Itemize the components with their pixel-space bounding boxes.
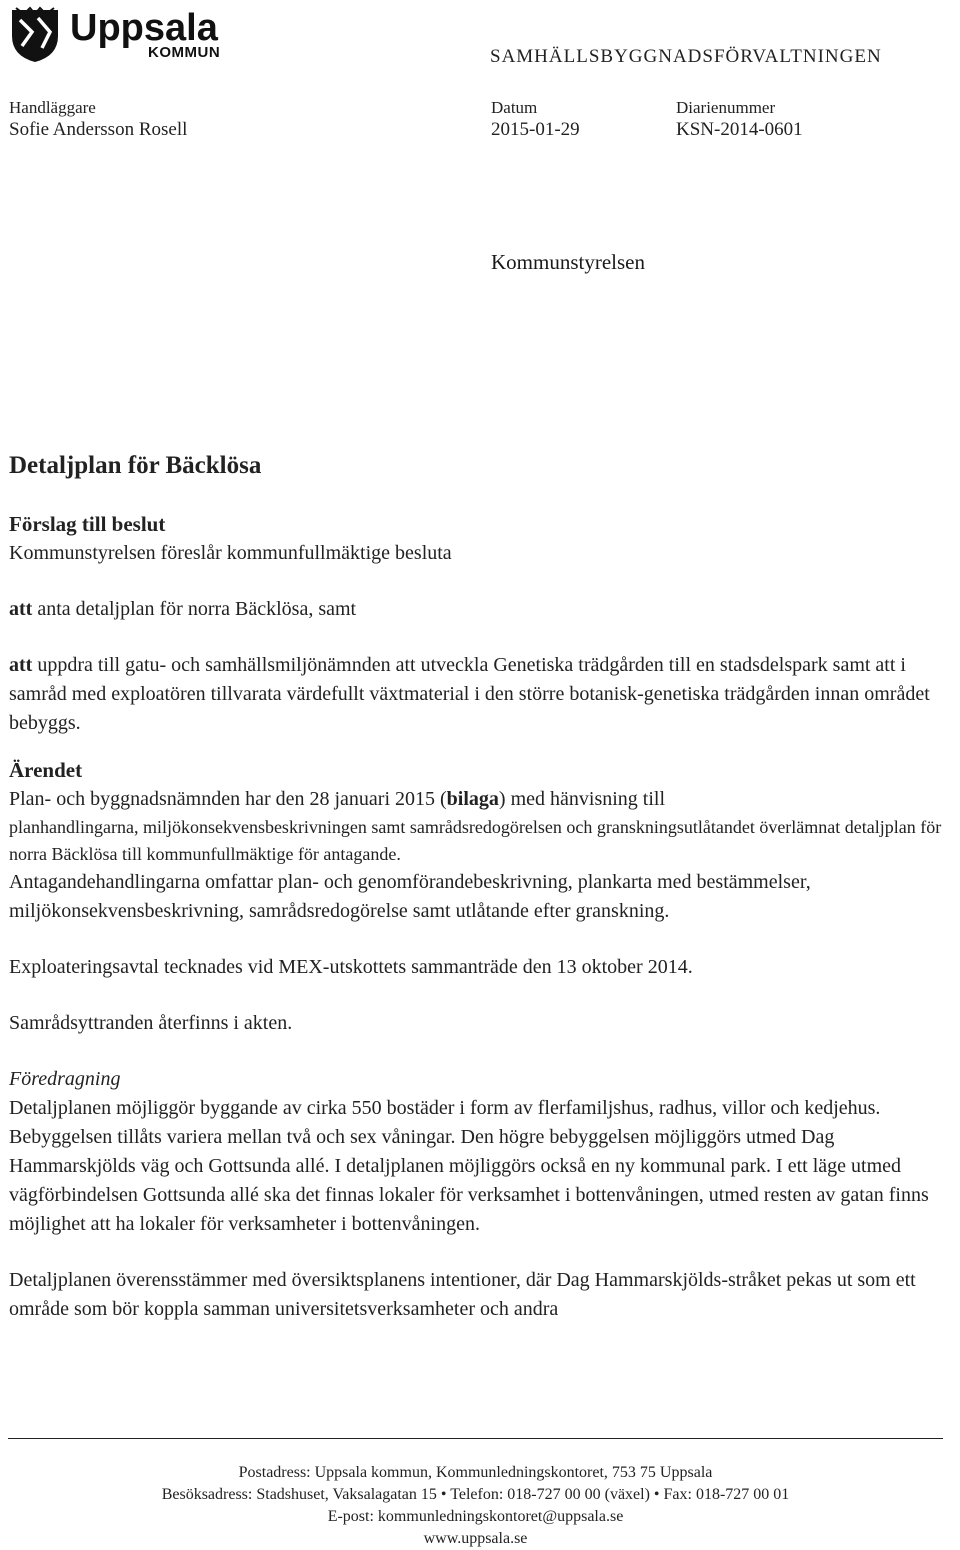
foredragning-paragraph-2: Detaljplanen överensstämmer med översiktsplanens intentioner, där Dag Hammarskjölds-stråket pekas ut som ett område som bör koppla samman universitetsverksamheter och andra [9,1269,916,1320]
bilaga-reference: bilaga [446,788,499,810]
foredragning-paragraph-1: Detaljplanen möjliggör byggande av cirka 550 bostäder i form av flerfamiljshus, radhus, villor och kedjehus. Bebyggelsen tillåts variera mellan två och sex våningar. Den högre bebyggelsen möjliggörs utmed Dag Hammarskjölds väg och Gottsunda allé. I detaljplanen möjliggörs också en ny kommunal park. I ett läge utmed vägförbindelsen Gottsunda allé ska det finnas lokaler för verksamhet i bottenvåningen, utmed resten av gatan finns möjlighet att ha lokaler för verksamheter i bottenvåningen. [9,1097,929,1235]
arendet-paragraph-1: Plan- och byggnadsnämnden har den 28 januari 2015 (bilaga) med hänvisning till [9,788,666,810]
coat-of-arms-icon [8,6,62,64]
recipient: Kommunstyrelsen [491,250,645,274]
att-clause-2: att uppdra till gatu- och samhällsmiljönämnden att utveckla Genetiska trädgården till en stadsdelspark samt att i samråd med exploatören tillvarata värdefullt växtmaterial i den större botanisk-genetiska trädgården innan området bebyggs. [9,654,930,734]
document-title: Detaljplan för Bäcklösa [9,452,262,479]
footer-website[interactable]: www.uppsala.se [423,1530,528,1547]
department-name: SAMHÄLLSBYGGNADSFÖRVALTNINGEN [490,46,882,67]
document-body [9,510,944,1324]
arendet-heading: Ärendet [9,758,83,782]
att-keyword: att [9,598,33,620]
foredragning-heading: Föredragning [9,1068,121,1090]
footer-visit-address: Besöksadress: Stadshuset, Vaksalagatan 15 • Telefon: 018-727 00 00 (växel) • Fax: 018-727 00 01 [161,1486,790,1503]
arendet-paragraph-1-cont: planhandlingarna, miljökonsekvensbeskrivningen samt samrådsredogörelsen och granskningsutlåtandet överlämnat detaljplan för norra Bäcklösa till kommunfullmäktige för antagande. [9,817,942,864]
arendet-paragraph-2: Antagandehandlingarna omfattar plan- och genomförandebeskrivning, plankarta med bestämmelser, miljökonsekvensbeskrivning, samrådsredogörelse samt utlåtande efter granskning. [9,871,811,922]
diarienummer-label: Diarienummer [676,98,776,117]
handlaggare-label: Handläggare [9,98,96,117]
forslag-heading: Förslag till beslut [9,512,166,536]
arendet-paragraph-4: Samrådsyttranden återfinns i akten. [9,1012,293,1034]
uppsala-kommun-logo [8,6,236,64]
forslag-intro: Kommunstyrelsen föreslår kommunfullmäktige besluta [9,542,452,564]
arendet-paragraph-3: Exploateringsavtal tecknades vid MEX-utskottets sammanträde den 13 oktober 2014. [9,956,693,978]
handlaggare-value: Sofie Andersson Rosell [9,119,188,140]
footer-postal-address: Postadress: Uppsala kommun, Kommunledningskontoret, 753 75 Uppsala [238,1464,713,1481]
logo-wordmark: Uppsala [70,7,218,49]
datum-value: 2015-01-29 [491,119,580,140]
footer [8,1462,943,1550]
diarienummer-value: KSN-2014-0601 [676,119,803,140]
logo-subtitle: KOMMUN [148,44,221,61]
att-clause-1: att anta detaljplan för norra Bäcklösa, samt [9,598,357,620]
datum-label: Datum [491,98,538,117]
att-keyword: att [9,654,33,676]
footer-divider [8,1438,943,1439]
footer-email[interactable]: E-post: kommunledningskontoret@uppsala.se [327,1508,624,1525]
